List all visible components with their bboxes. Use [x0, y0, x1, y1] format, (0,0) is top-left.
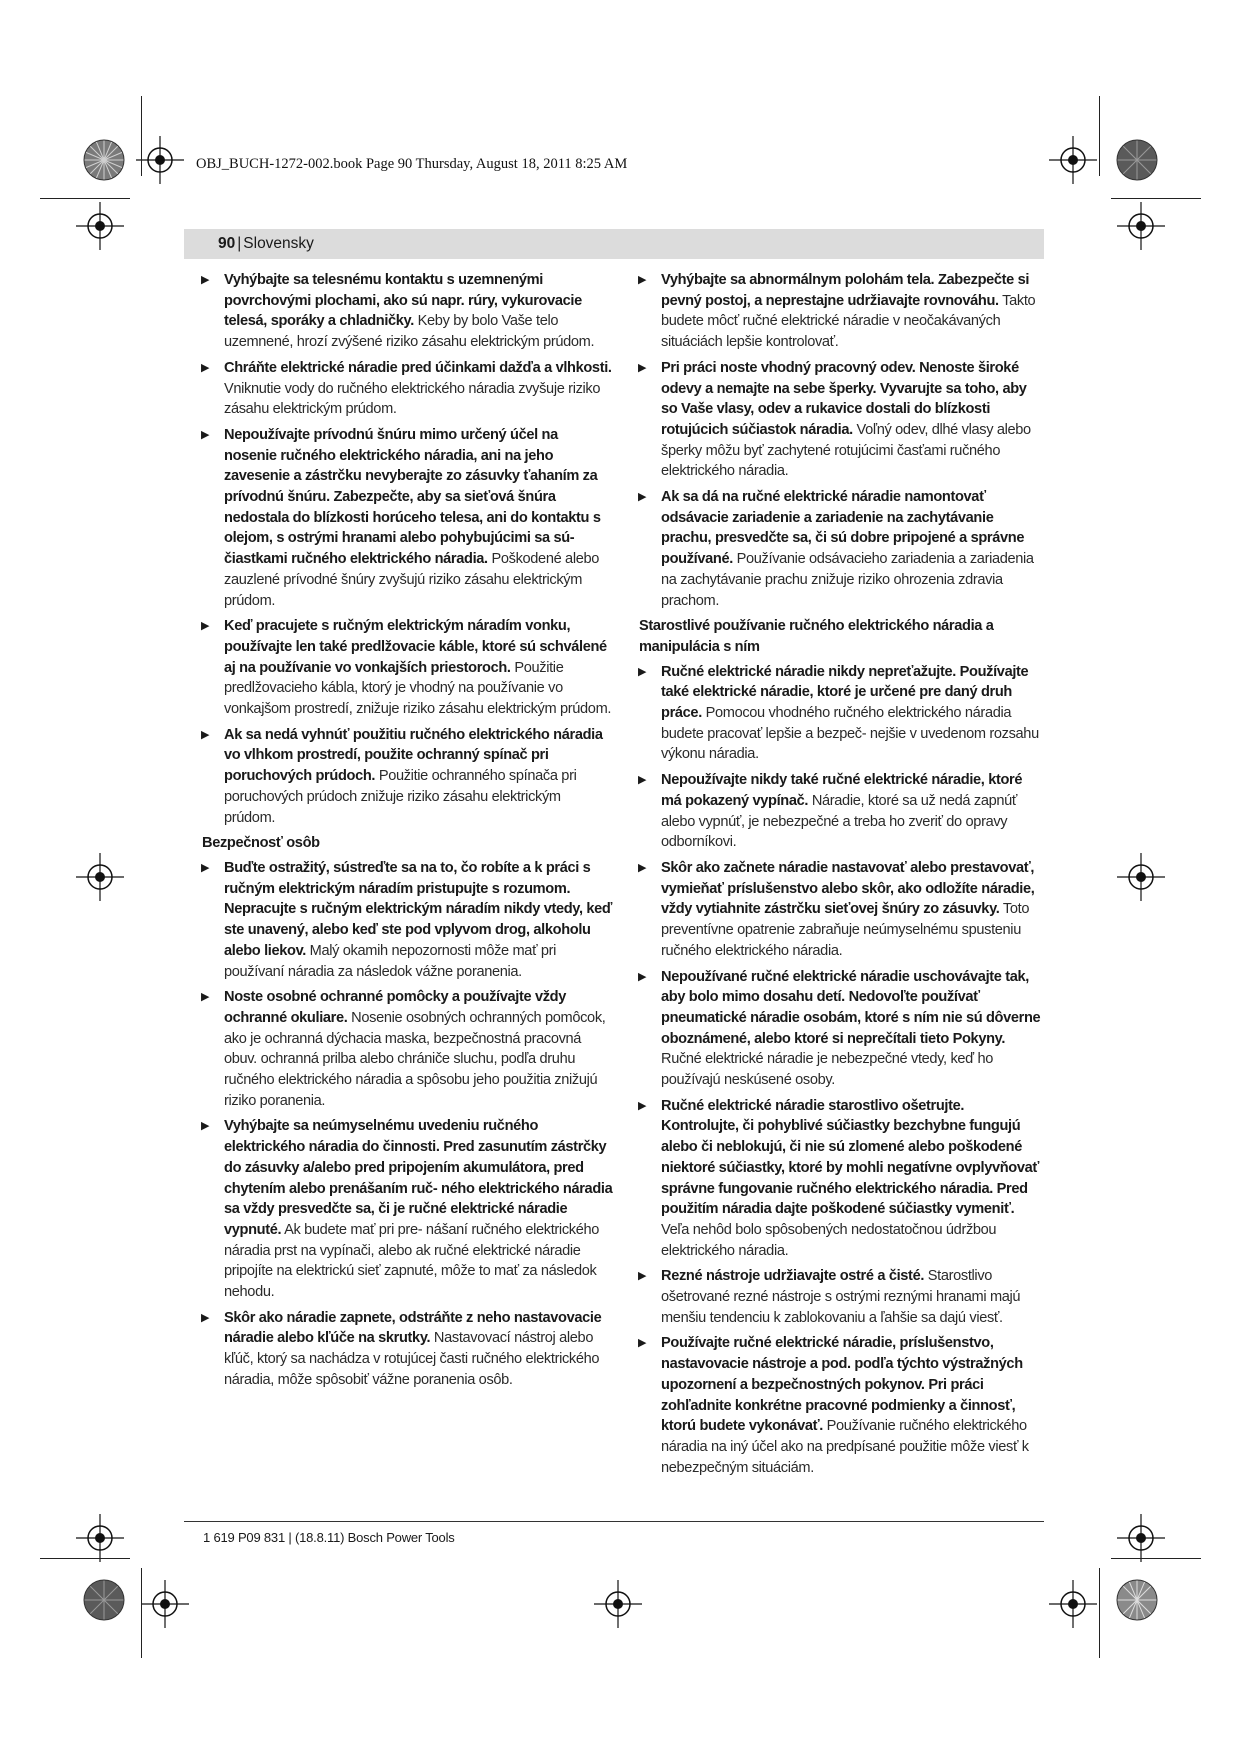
bullet-arrow-icon: ▶ — [638, 1099, 647, 1112]
color-wheel-icon — [1115, 138, 1159, 182]
item-bold-text: Vyhýbajte sa neúmyselnému uvedeniu ručného elektrického náradia do činnosti. Pred zasunutím zástrčky do zásuvky a/alebo pred pripojením akumulátora, pred chytením alebo prenášaním ruč- ného elektrického náradia sa vždy presvedčte sa, či je ručné elektrické náradie vypnuté. — [224, 1118, 613, 1238]
page-header — [218, 235, 314, 253]
item-bold-text: Skôr ako začnete náradie nastavovať alebo prestavovať, vymieňať príslušenstvo alebo skôr, ako odložíte náradie, vždy vytiahnite zástrčku sieťovej šnúry zo zásuvky. — [661, 859, 1035, 918]
trim-line — [1099, 96, 1100, 176]
trim-line — [1111, 198, 1201, 199]
item-bold-text: Keď pracujete s ručným elektrickým náradím vonku, používajte len také predlžovacie káble, ktoré sú schválené aj na používanie vo vonkajších priestoroch. — [224, 618, 607, 676]
item-bold-text: Chráňte elektrické náradie pred účinkami dažďa a vlhkosti. — [224, 359, 612, 376]
registration-mark-icon — [1117, 202, 1165, 250]
safety-item — [203, 1308, 613, 1391]
left-items-a — [203, 270, 613, 828]
registration-mark-icon — [76, 202, 124, 250]
item-normal-text: Toto preventívne opatrenie zabraňuje neúmyselnému spusteniu ručného elektrického náradia. — [661, 901, 1030, 959]
bullet-arrow-icon: ▶ — [201, 274, 210, 286]
trim-line — [1099, 1568, 1100, 1658]
trim-line — [40, 1558, 130, 1559]
print-slug: OBJ_BUCH-1272-002.book Page 90 Thursday, August 18, 2011 8:25 AM — [196, 156, 628, 172]
item-normal-text: Keby by bolo Vaše telo uzemnené, hrozí zvýšené riziko zásahu elektrickým prúdom. — [224, 313, 595, 351]
safety-item — [640, 858, 1044, 962]
right-items-b — [640, 662, 1044, 1479]
item-bold-text: Ak sa nedá vyhnúť použitiu ručného elektrického náradia vo vlhkom prostredí, použite ochranný spínač pri poruchových prúdoch. — [224, 726, 603, 785]
safety-item — [203, 270, 613, 353]
item-normal-text: Používanie odsávacieho zariadenia a zariadenia na zachytávanie prachu znižuje riziko ohrozenia zdravia prachom. — [661, 551, 1034, 609]
item-normal-text: Pomocou vhodného ručného elektrického náradia budete pracovať lepšie a bezpeč- nejšie v uvedenom rozsahu výkonu náradia. — [661, 705, 1039, 763]
bullet-arrow-icon: ▶ — [638, 1337, 647, 1350]
item-bold-text: Ak sa dá na ručné elektrické náradie namontovať odsávacie zariadenie a zariadenie na zachytávanie prachu, presvedčte sa, či sú dobre pripojené a správne používané. — [661, 489, 1025, 568]
item-normal-text: Poškodené alebo zauzlené prívodné šnúry zvyšujú riziko zásahu elektrickým prúdom. — [224, 551, 600, 609]
section-heading: Starostlivé používanie ručného elektrického náradia a manipulácia s ním — [639, 618, 994, 655]
registration-mark-icon — [136, 136, 184, 184]
item-bold-text: Rezné nástroje udržiavajte ostré a čisté. — [661, 1268, 925, 1285]
item-normal-text: Použitie predlžovacieho kábla, ktorý je vhodný na používanie vo vonkajšom prostredí, znižuje riziko zásahu elektrickým prúdom. — [224, 659, 612, 718]
left-items-b — [203, 858, 613, 1391]
color-wheel-icon — [82, 138, 126, 182]
item-normal-text: Ručné elektrické náradie je nebezpečné vtedy, keď ho používajú neskúsené osoby. — [661, 1051, 994, 1089]
bullet-arrow-icon: ▶ — [201, 728, 210, 741]
bullet-arrow-icon: ▶ — [201, 428, 210, 441]
color-wheel-icon — [82, 1578, 126, 1622]
bullet-arrow-icon: ▶ — [201, 361, 210, 374]
registration-mark-icon — [1117, 853, 1165, 901]
right-items-a — [640, 270, 1044, 611]
registration-mark-icon — [1049, 1580, 1097, 1628]
bullet-arrow-icon: ▶ — [201, 620, 210, 633]
safety-item — [640, 967, 1044, 1091]
page-footer: 1 619 P09 831 | (18.8.11) Bosch Power Tools — [203, 1530, 455, 1545]
bullet-arrow-icon: ▶ — [638, 774, 647, 787]
safety-item — [640, 358, 1044, 482]
bullet-arrow-icon: ▶ — [638, 970, 647, 983]
bullet-arrow-icon: ▶ — [201, 1120, 210, 1133]
registration-mark-icon — [76, 853, 124, 901]
safety-item — [640, 770, 1044, 853]
safety-item — [640, 270, 1044, 353]
registration-mark-icon — [594, 1580, 642, 1628]
left-column — [203, 270, 613, 1396]
item-bold-text: Nepoužívajte nikdy také ručné elektrické náradie, ktoré má pokazený vypínač. — [661, 772, 1023, 809]
trim-line — [141, 96, 142, 176]
safety-item — [203, 987, 613, 1111]
item-normal-text: Malý okamih nepozornosti môže mať pri používaní náradia za následok vážne poranenia. — [224, 942, 557, 980]
bullet-arrow-icon: ▶ — [201, 991, 210, 1004]
item-bold-text: Vyhýbajte sa telesnému kontaktu s uzemnenými povrchovými plochami, ako sú napr. rúry, vykurovacie telesá, sporáky a chladničky. — [224, 272, 582, 330]
item-bold-text: Vyhýbajte sa abnormálnym polohám tela. Zabezpečte si pevný postoj, a neprestajne udržiavajte rovnováhu. — [661, 272, 1030, 309]
item-bold-text: Nepoužívané ručné elektrické náradie uschovávajte tak, aby bolo mimo dosahu detí. Nedovoľte používať pneumatické náradie osobám, ktoré s ním nie sú dôverne oboznámené, alebo ktoré si neprečítali tieto Pokyny. — [661, 968, 1041, 1047]
safety-item — [203, 725, 613, 829]
bullet-arrow-icon: ▶ — [638, 861, 647, 874]
registration-mark-icon — [141, 1580, 189, 1628]
bullet-arrow-icon: ▶ — [638, 1270, 647, 1283]
item-bold-text: Noste osobné ochranné pomôcky a používajte vždy ochranné okuliare. — [224, 989, 566, 1026]
safety-item — [640, 662, 1044, 766]
trim-line — [40, 198, 130, 199]
safety-item — [640, 487, 1044, 611]
safety-item — [640, 1333, 1044, 1478]
item-normal-text: Nastavovací nástroj alebo kľúč, ktorý sa nachádza v rotujúcej časti ručného elektrického náradia, môže spôsobiť vážne poranenia osôb. — [224, 1330, 600, 1388]
item-bold-text: Nepoužívajte prívodnú šnúru mimo určený účel na nosenie ručného elektrického náradia, ani na jeho zavesenie a zástrčku nevyberajte zo zásuvky ťahaním za prívodnú šnúru. Zabezpečte, aby sa sieťová šnúra nedostala do blízkosti horúceho telesa, ani do kontaktu s olejom, s ostrými hranami alebo pohybujúcimi sa sú- čiastkami ručného elektrického náradia. — [224, 426, 601, 568]
safety-item — [203, 358, 613, 420]
item-bold-text: Ručné elektrické náradie starostlivo ošetrujte. Kontrolujte, či pohyblivé súčiastky bezchybne fungujú alebo či neblokujú, či nie sú zlomené alebo poškodené niektoré súčiastky, ktoré by mohli negatívne ovplyvňovať správne fungovanie ručného elektrického náradia. Pred použitím náradia dajte poškodené súčiastky vymeniť. — [661, 1097, 1040, 1218]
item-bold-text: Ručné elektrické náradie nikdy nepreťažujte. Používajte také elektrické náradie, ktoré je určené pre daný druh práce. — [661, 663, 1029, 722]
safety-item — [203, 616, 613, 720]
footer-rule — [184, 1521, 1044, 1522]
bullet-arrow-icon: ▶ — [638, 274, 647, 286]
item-bold-text: Pri práci noste vhodný pracovný odev. Nenoste široké odevy a nemajte na sebe šperky. Vyvarujte sa toho, aby so Vaše vlasy, odev a rukavice dostali do blízkosti rotujúcich súčiastok náradia. — [661, 359, 1027, 438]
item-bold-text: Skôr ako náradie zapnete, odstráňte z neho nastavovacie náradie alebo kľúče na skrutky. — [224, 1309, 602, 1347]
item-bold-text: Buďte ostražitý, sústreďte sa na to, čo robíte a k práci s ručným elektrickým náradím pristupujte s rozumom. Nepracujte s ručným elektrickým náradím nikdy vtedy, keď ste unavený, alebo keď ste pod vplyvom drog, alkoholu alebo liekov. — [224, 859, 613, 959]
bullet-arrow-icon: ▶ — [638, 665, 647, 678]
safety-item — [640, 1266, 1044, 1328]
bullet-arrow-icon: ▶ — [638, 491, 647, 504]
bullet-arrow-icon: ▶ — [638, 361, 647, 374]
registration-mark-icon — [76, 1514, 124, 1562]
item-normal-text: Ak budete mať pri pre- nášaní ručného elektrického náradia prst na vypínači, alebo ak ručné elektrické náradie pripojíte na elektrickú sieť zapnuté, môže to mať za následok nehodu. — [224, 1221, 600, 1301]
safety-item — [203, 1116, 613, 1302]
item-normal-text: Nosenie osobných ochranných pomôcok, ako je ochranná dýchacia maska, bezpečnostná pracovná obuv. ochranná prilba alebo chrániče sluchu, podľa druhu ručného elektrického náradia a spôsobu jeho použitia znižujú riziko poranenia. — [224, 1009, 606, 1109]
item-normal-text: Náradie, ktoré sa už nedá zapnúť alebo vypnúť, je nebezpečné a treba ho zveriť do opravy odborníkovi. — [661, 792, 1018, 851]
item-normal-text: Veľa nehôd bolo spôsobených nedostatočnou údržbou elektrického náradia. — [661, 1221, 997, 1259]
registration-mark-icon — [1117, 1514, 1165, 1562]
item-normal-text: Takto budete môcť ručné elektrické náradie v neočakávaných situáciách lepšie kontrolovať. — [661, 292, 1036, 351]
item-bold-text: Používajte ručné elektrické náradie, príslušenstvo, nastavovacie nástroje a pod. podľa týchto výstražných upozornení a bezpečnostných pokynov. Pri práci zohľadnite konkrétne pracovné podmienky a činnosť, ktorú budete vykonávať. — [661, 1335, 1023, 1435]
item-normal-text: Používanie ručného elektrického náradia na iný účel ako na predpísané použitie môže viesť k nebezpečným situáciám. — [661, 1418, 1029, 1476]
header-separator: | — [237, 235, 242, 252]
bullet-arrow-icon: ▶ — [201, 861, 210, 874]
registration-mark-icon — [1049, 136, 1097, 184]
right-column — [640, 270, 1044, 1483]
item-normal-text: Voľný odev, dlhé vlasy alebo šperky môžu byť zachytené rotujúcimi časťami ručného elektrického náradia. — [661, 421, 1031, 480]
section-heading: Bezpečnosť osôb — [202, 835, 320, 852]
page-language: Slovensky — [243, 235, 314, 252]
safety-item — [203, 858, 613, 982]
page-number: 90 — [218, 235, 236, 252]
bullet-arrow-icon: ▶ — [201, 1311, 210, 1324]
trim-line — [1111, 1558, 1201, 1559]
color-wheel-icon — [1115, 1578, 1159, 1622]
trim-line — [141, 1568, 142, 1658]
safety-item — [640, 1096, 1044, 1262]
item-normal-text: Vniknutie vody do ručného elektrického náradia zvyšuje riziko zásahu elektrickým prúdom. — [224, 380, 601, 418]
safety-item — [203, 425, 613, 611]
item-normal-text: Starostlivo ošetrované rezné nástroje s ostrými reznými hranami majú menšiu tendenciu k zablokovaniu a ľahšie sa dajú viesť. — [661, 1268, 1021, 1326]
item-normal-text: Použitie ochranného spínača pri poruchových prúdoch znižuje riziko zásahu elektrickým prúdom. — [224, 768, 577, 826]
